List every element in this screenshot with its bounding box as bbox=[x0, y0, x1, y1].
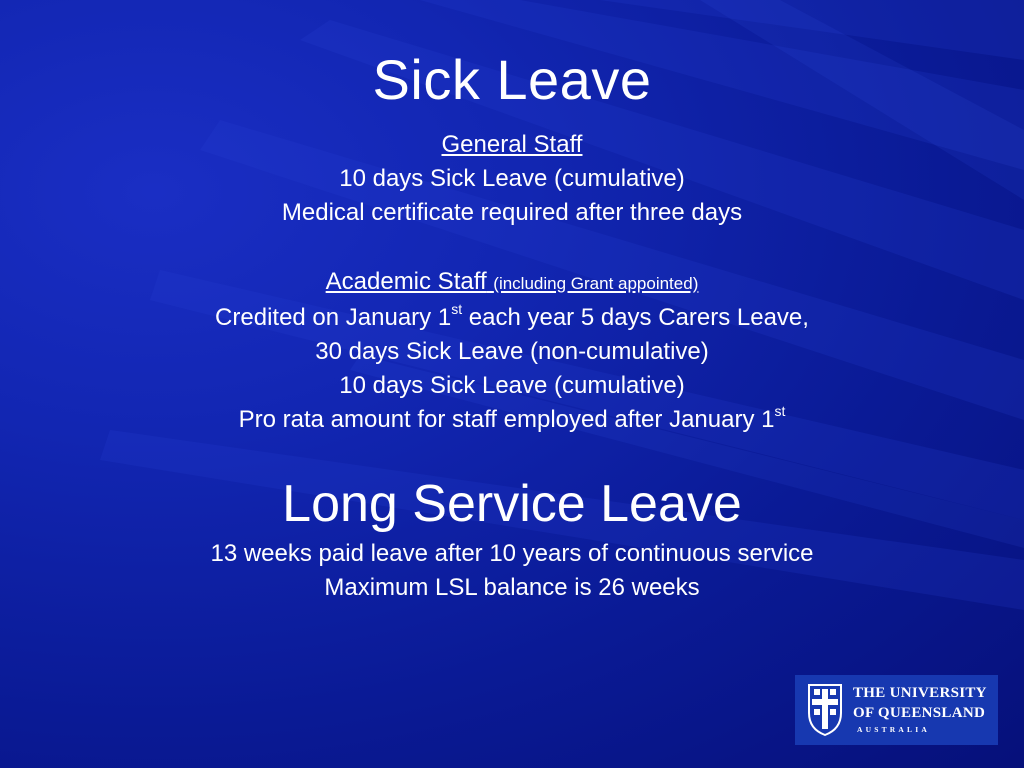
logo-line1: THE UNIVERSITY bbox=[853, 685, 987, 701]
general-staff-line: Medical certificate required after three days bbox=[281, 199, 743, 226]
academic-staff-line bbox=[0, 403, 1024, 437]
academic-line1-post: each year 5 days Carers Leave, bbox=[462, 304, 809, 331]
academic-staff-line bbox=[0, 301, 1024, 335]
academic-line4-sup: st bbox=[774, 403, 786, 419]
long-service-line: 13 weeks paid leave after 10 years of continuous service bbox=[210, 540, 814, 567]
general-staff-line: 10 days Sick Leave (cumulative) bbox=[339, 165, 685, 192]
academic-staff-line: 30 days Sick Leave (non-cumulative) bbox=[315, 338, 709, 365]
general-staff-heading: General Staff bbox=[441, 131, 583, 158]
academic-staff-line: 10 days Sick Leave (cumulative) bbox=[339, 372, 685, 399]
general-staff-section bbox=[0, 128, 1024, 230]
uq-crest-icon bbox=[807, 683, 843, 737]
long-service-line: Maximum LSL balance is 26 weeks bbox=[324, 574, 700, 601]
academic-line1-text: Credited on January 1 bbox=[215, 304, 452, 331]
university-logo bbox=[795, 675, 998, 745]
academic-staff-heading-line bbox=[0, 265, 1024, 301]
long-service-heading: Long Service Leave bbox=[282, 475, 742, 533]
slide-title: Sick Leave bbox=[372, 48, 652, 111]
academic-staff-section bbox=[0, 265, 1024, 437]
academic-line1-sup: st bbox=[451, 301, 463, 317]
long-service-section bbox=[0, 537, 1024, 605]
academic-staff-heading-note: (including Grant appointed) bbox=[493, 274, 699, 293]
logo-line2: OF QUEENSLAND bbox=[853, 705, 986, 721]
academic-staff-heading: Academic Staff bbox=[325, 268, 487, 295]
logo-line3: AUSTRALIA bbox=[857, 725, 930, 734]
academic-line4-text: Pro rata amount for staff employed after January 1 bbox=[238, 406, 775, 433]
